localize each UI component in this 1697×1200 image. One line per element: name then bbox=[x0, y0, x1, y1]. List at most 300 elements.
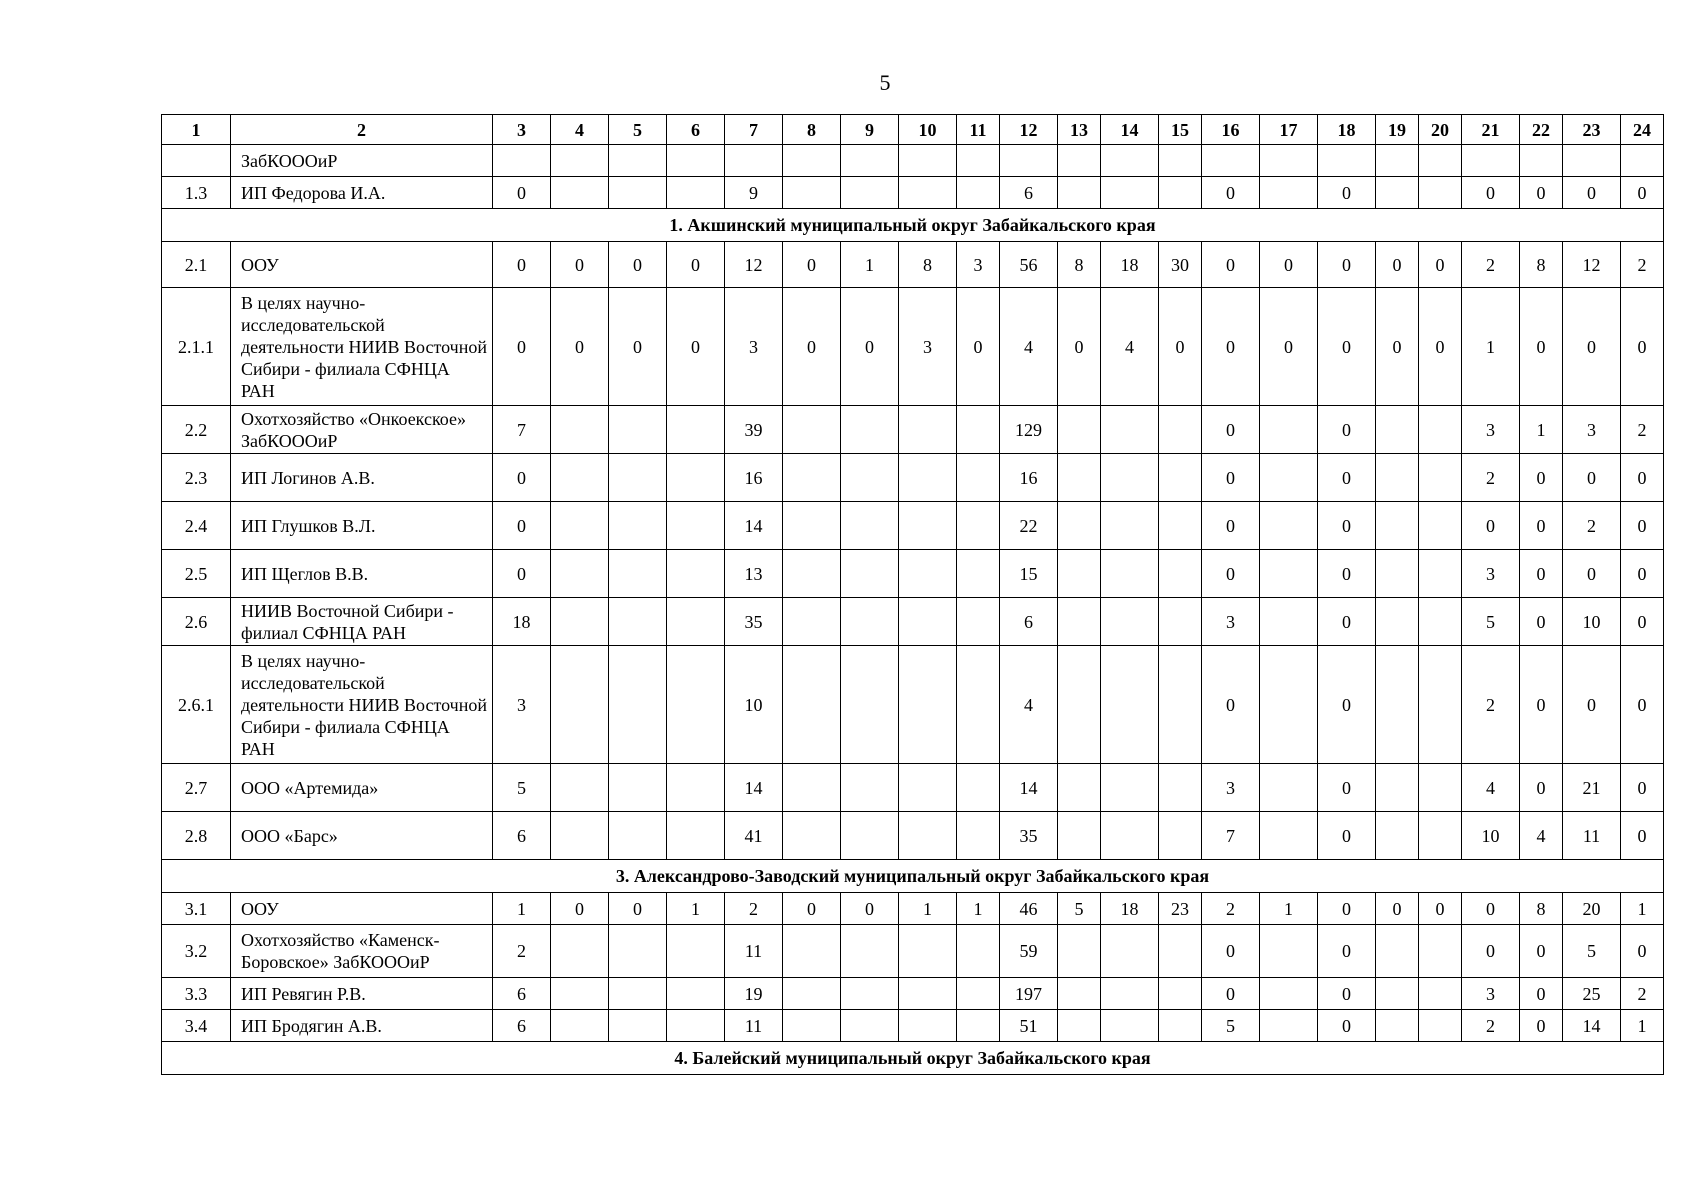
table-cell: 12 bbox=[1563, 242, 1621, 288]
table-row bbox=[162, 646, 1664, 764]
table-cell: 41 bbox=[725, 812, 783, 860]
table-cell: 1 bbox=[899, 893, 957, 925]
table-cell: 5 bbox=[1058, 893, 1101, 925]
table-cell bbox=[1260, 177, 1318, 209]
table-cell bbox=[551, 925, 609, 978]
table-row bbox=[162, 406, 1664, 454]
table-cell: 0 bbox=[1419, 288, 1462, 406]
table-cell: 2 bbox=[1462, 646, 1520, 764]
table-cell bbox=[1058, 145, 1101, 177]
table-cell bbox=[899, 406, 957, 454]
table-cell: 0 bbox=[1621, 550, 1664, 598]
table-cell: 0 bbox=[1260, 242, 1318, 288]
table-cell bbox=[841, 406, 899, 454]
table-cell bbox=[1419, 502, 1462, 550]
table-cell: 3 bbox=[1563, 406, 1621, 454]
column-header: 4 bbox=[551, 115, 609, 145]
table-cell bbox=[841, 812, 899, 860]
table-cell: 13 bbox=[725, 550, 783, 598]
table-cell bbox=[1159, 406, 1202, 454]
table-cell bbox=[1260, 812, 1318, 860]
table-cell bbox=[1101, 177, 1159, 209]
table-row bbox=[162, 812, 1664, 860]
table-cell: 3 bbox=[493, 646, 551, 764]
table-cell bbox=[1159, 145, 1202, 177]
column-header: 21 bbox=[1462, 115, 1520, 145]
table-cell bbox=[551, 550, 609, 598]
table-cell bbox=[841, 646, 899, 764]
table-cell bbox=[957, 598, 1000, 646]
table-cell bbox=[609, 177, 667, 209]
table-cell: 0 bbox=[1520, 646, 1563, 764]
row-number bbox=[162, 145, 231, 177]
table-cell bbox=[551, 764, 609, 812]
table-cell bbox=[1058, 812, 1101, 860]
table-cell bbox=[1376, 978, 1419, 1010]
table-cell bbox=[783, 925, 841, 978]
table-cell bbox=[1058, 978, 1101, 1010]
table-cell: 1 bbox=[1621, 893, 1664, 925]
table-cell: 10 bbox=[725, 646, 783, 764]
table-cell bbox=[1058, 598, 1101, 646]
table-cell: 1 bbox=[957, 893, 1000, 925]
column-header: 17 bbox=[1260, 115, 1318, 145]
table-cell: 5 bbox=[1563, 925, 1621, 978]
table-cell bbox=[783, 177, 841, 209]
table-cell: 3 bbox=[1202, 598, 1260, 646]
table-cell bbox=[1260, 145, 1318, 177]
table-cell: 14 bbox=[725, 764, 783, 812]
column-header: 10 bbox=[899, 115, 957, 145]
table-cell bbox=[899, 454, 957, 502]
row-number: 2.8 bbox=[162, 812, 231, 860]
table-cell bbox=[667, 764, 725, 812]
table-cell: 21 bbox=[1563, 764, 1621, 812]
table-cell: 0 bbox=[1318, 242, 1376, 288]
table-row bbox=[162, 893, 1664, 925]
column-header: 16 bbox=[1202, 115, 1260, 145]
table-cell bbox=[841, 145, 899, 177]
table-cell: 197 bbox=[1000, 978, 1058, 1010]
table-cell: 0 bbox=[1520, 598, 1563, 646]
table-cell bbox=[609, 1010, 667, 1042]
table-cell bbox=[1058, 646, 1101, 764]
page-number: 5 bbox=[879, 70, 891, 95]
table-cell: 10 bbox=[1462, 812, 1520, 860]
table-cell: 2 bbox=[1621, 978, 1664, 1010]
table-row bbox=[162, 978, 1664, 1010]
table-cell: 6 bbox=[493, 978, 551, 1010]
row-number: 2.5 bbox=[162, 550, 231, 598]
table-cell bbox=[1621, 145, 1664, 177]
table-cell bbox=[1376, 764, 1419, 812]
table-cell: 2 bbox=[725, 893, 783, 925]
table-cell bbox=[1159, 502, 1202, 550]
column-header: 3 bbox=[493, 115, 551, 145]
table-cell bbox=[1260, 550, 1318, 598]
table-cell: 0 bbox=[1202, 550, 1260, 598]
table-cell: 3 bbox=[1462, 406, 1520, 454]
table-cell: 2 bbox=[1202, 893, 1260, 925]
table-cell bbox=[667, 812, 725, 860]
table-cell: 0 bbox=[493, 550, 551, 598]
table-cell bbox=[609, 502, 667, 550]
table-cell: 0 bbox=[1419, 242, 1462, 288]
table-cell bbox=[551, 646, 609, 764]
table-cell: 0 bbox=[1621, 454, 1664, 502]
table-cell bbox=[957, 502, 1000, 550]
table-cell: 0 bbox=[1621, 812, 1664, 860]
table-cell: 0 bbox=[841, 288, 899, 406]
table-cell: 0 bbox=[1318, 550, 1376, 598]
table-cell: 0 bbox=[1318, 406, 1376, 454]
table-cell bbox=[841, 454, 899, 502]
table-cell bbox=[1101, 646, 1159, 764]
table-cell bbox=[899, 764, 957, 812]
table-cell bbox=[1159, 1010, 1202, 1042]
table-cell: 59 bbox=[1000, 925, 1058, 978]
table-row bbox=[162, 288, 1664, 406]
column-header: 8 bbox=[783, 115, 841, 145]
table-cell: 0 bbox=[1621, 177, 1664, 209]
table-cell bbox=[957, 550, 1000, 598]
table-cell bbox=[609, 598, 667, 646]
table-cell: 10 bbox=[1563, 598, 1621, 646]
table-cell: 0 bbox=[1520, 925, 1563, 978]
table-row bbox=[162, 764, 1664, 812]
table-cell bbox=[551, 598, 609, 646]
table-cell bbox=[1058, 764, 1101, 812]
table-cell bbox=[667, 598, 725, 646]
table-cell: 0 bbox=[1621, 764, 1664, 812]
table-cell bbox=[1159, 978, 1202, 1010]
table-cell bbox=[957, 145, 1000, 177]
table-cell: 2 bbox=[493, 925, 551, 978]
table-cell bbox=[1376, 598, 1419, 646]
table-cell: 3 bbox=[899, 288, 957, 406]
table-cell: 51 bbox=[1000, 1010, 1058, 1042]
table-cell: 0 bbox=[1202, 925, 1260, 978]
table-cell: 20 bbox=[1563, 893, 1621, 925]
table-cell: 0 bbox=[1202, 502, 1260, 550]
table-cell bbox=[493, 145, 551, 177]
table-cell: 0 bbox=[493, 242, 551, 288]
table-cell: 2 bbox=[1462, 242, 1520, 288]
table-cell: 1 bbox=[1462, 288, 1520, 406]
row-name: ИП Щеглов В.В. bbox=[231, 550, 493, 598]
table-cell bbox=[899, 646, 957, 764]
table-cell bbox=[1159, 454, 1202, 502]
section-title: 4. Балейский муниципальный округ Забайкальского края bbox=[162, 1042, 1664, 1075]
table-cell: 12 bbox=[725, 242, 783, 288]
table-cell bbox=[667, 454, 725, 502]
table-cell bbox=[783, 978, 841, 1010]
table-cell bbox=[667, 406, 725, 454]
table-cell bbox=[667, 1010, 725, 1042]
table-cell: 0 bbox=[1462, 893, 1520, 925]
table-cell bbox=[1376, 502, 1419, 550]
table-cell bbox=[1419, 177, 1462, 209]
row-name: ИП Глушков В.Л. bbox=[231, 502, 493, 550]
table-cell: 18 bbox=[1101, 893, 1159, 925]
table-cell bbox=[1376, 145, 1419, 177]
table-cell bbox=[1376, 406, 1419, 454]
column-header: 7 bbox=[725, 115, 783, 145]
section-title: 1. Акшинский муниципальный округ Забайкальского края bbox=[162, 209, 1664, 242]
table-cell bbox=[1101, 1010, 1159, 1042]
table-cell bbox=[1376, 454, 1419, 502]
section-row bbox=[162, 860, 1664, 893]
row-name: ООУ bbox=[231, 893, 493, 925]
table-cell bbox=[1058, 454, 1101, 502]
table-cell bbox=[1159, 646, 1202, 764]
row-number: 2.6.1 bbox=[162, 646, 231, 764]
table-row bbox=[162, 145, 1664, 177]
table-cell bbox=[783, 502, 841, 550]
table-cell bbox=[551, 454, 609, 502]
row-number: 2.1 bbox=[162, 242, 231, 288]
table-cell: 46 bbox=[1000, 893, 1058, 925]
table-cell: 0 bbox=[957, 288, 1000, 406]
table-cell: 0 bbox=[1260, 288, 1318, 406]
table-cell: 4 bbox=[1000, 646, 1058, 764]
table-cell: 0 bbox=[609, 242, 667, 288]
row-name: ООО «Артемида» bbox=[231, 764, 493, 812]
row-number: 2.3 bbox=[162, 454, 231, 502]
table-cell: 0 bbox=[1318, 598, 1376, 646]
table-cell: 16 bbox=[725, 454, 783, 502]
table-cell: 1 bbox=[1621, 1010, 1664, 1042]
table-cell bbox=[841, 177, 899, 209]
table-cell bbox=[1376, 925, 1419, 978]
table-cell: 19 bbox=[725, 978, 783, 1010]
table-cell bbox=[1159, 812, 1202, 860]
table-body bbox=[162, 145, 1664, 1075]
table-cell bbox=[783, 406, 841, 454]
table-cell bbox=[725, 145, 783, 177]
table-cell bbox=[551, 406, 609, 454]
column-header: 6 bbox=[667, 115, 725, 145]
table-cell: 18 bbox=[1101, 242, 1159, 288]
table-cell bbox=[1260, 454, 1318, 502]
table-cell bbox=[1376, 550, 1419, 598]
row-name: Охотхозяйство «Каменск-Боровское» ЗабКОООиР bbox=[231, 925, 493, 978]
row-name: В целях научно-исследовательской деятельности НИИВ Восточной Сибири - филиала СФНЦА РАН bbox=[231, 646, 493, 764]
column-header: 20 bbox=[1419, 115, 1462, 145]
table-cell: 3 bbox=[957, 242, 1000, 288]
table-cell bbox=[1260, 406, 1318, 454]
table-cell bbox=[841, 925, 899, 978]
table-cell: 0 bbox=[1520, 978, 1563, 1010]
table-cell bbox=[783, 812, 841, 860]
table-cell: 0 bbox=[1318, 925, 1376, 978]
table-cell bbox=[551, 812, 609, 860]
table-cell: 0 bbox=[1318, 288, 1376, 406]
table-cell: 0 bbox=[1520, 502, 1563, 550]
table-cell bbox=[1058, 502, 1101, 550]
table-cell bbox=[1260, 646, 1318, 764]
table-cell: 4 bbox=[1101, 288, 1159, 406]
table-cell bbox=[1159, 177, 1202, 209]
table-row bbox=[162, 242, 1664, 288]
table-cell bbox=[1419, 454, 1462, 502]
section-row bbox=[162, 1042, 1664, 1075]
table-cell bbox=[1058, 406, 1101, 454]
table-cell: 0 bbox=[783, 288, 841, 406]
column-header: 18 bbox=[1318, 115, 1376, 145]
table-cell bbox=[1101, 812, 1159, 860]
table-cell bbox=[783, 454, 841, 502]
table-cell: 0 bbox=[1318, 1010, 1376, 1042]
table-cell bbox=[1101, 764, 1159, 812]
table-cell: 8 bbox=[1058, 242, 1101, 288]
table-cell bbox=[1159, 925, 1202, 978]
table-cell bbox=[609, 764, 667, 812]
table-cell bbox=[899, 812, 957, 860]
table-cell: 18 bbox=[493, 598, 551, 646]
table-cell bbox=[841, 502, 899, 550]
table-cell: 2 bbox=[1462, 1010, 1520, 1042]
table-cell: 5 bbox=[1462, 598, 1520, 646]
table-cell: 0 bbox=[783, 242, 841, 288]
table-cell: 0 bbox=[1520, 550, 1563, 598]
row-number: 3.4 bbox=[162, 1010, 231, 1042]
table-cell: 11 bbox=[725, 1010, 783, 1042]
table-cell bbox=[957, 177, 1000, 209]
table-cell: 0 bbox=[609, 288, 667, 406]
table-cell bbox=[1419, 764, 1462, 812]
column-header: 12 bbox=[1000, 115, 1058, 145]
table-cell bbox=[1376, 812, 1419, 860]
column-header: 14 bbox=[1101, 115, 1159, 145]
table-cell: 0 bbox=[1563, 177, 1621, 209]
table-cell: 0 bbox=[1419, 893, 1462, 925]
table-cell: 6 bbox=[493, 1010, 551, 1042]
table-cell bbox=[1101, 502, 1159, 550]
table-cell bbox=[551, 1010, 609, 1042]
table-row bbox=[162, 177, 1664, 209]
table-cell bbox=[957, 812, 1000, 860]
table-cell: 14 bbox=[1000, 764, 1058, 812]
table-cell: 3 bbox=[1202, 764, 1260, 812]
table-cell bbox=[609, 145, 667, 177]
table-cell bbox=[841, 978, 899, 1010]
table-cell: 2 bbox=[1462, 454, 1520, 502]
table-cell bbox=[609, 550, 667, 598]
table-cell: 2 bbox=[1621, 406, 1664, 454]
table-cell: 11 bbox=[1563, 812, 1621, 860]
table-cell bbox=[551, 145, 609, 177]
table-cell bbox=[1318, 145, 1376, 177]
table-cell: 0 bbox=[1563, 550, 1621, 598]
table-cell: 22 bbox=[1000, 502, 1058, 550]
table-cell: 0 bbox=[1376, 242, 1419, 288]
table-cell: 39 bbox=[725, 406, 783, 454]
table-cell: 0 bbox=[1462, 177, 1520, 209]
column-header: 11 bbox=[957, 115, 1000, 145]
table-cell bbox=[899, 502, 957, 550]
table-cell: 25 bbox=[1563, 978, 1621, 1010]
table-cell bbox=[667, 978, 725, 1010]
row-name: ИП Федорова И.А. bbox=[231, 177, 493, 209]
table-cell: 1 bbox=[667, 893, 725, 925]
table-row bbox=[162, 598, 1664, 646]
table-cell: 0 bbox=[1318, 978, 1376, 1010]
table-cell bbox=[899, 1010, 957, 1042]
table-cell: 6 bbox=[1000, 598, 1058, 646]
row-name: ИП Бродягин А.В. bbox=[231, 1010, 493, 1042]
table-cell: 0 bbox=[493, 288, 551, 406]
table-cell: 0 bbox=[1318, 893, 1376, 925]
row-number: 2.2 bbox=[162, 406, 231, 454]
table-cell bbox=[1419, 978, 1462, 1010]
table-cell: 7 bbox=[493, 406, 551, 454]
table-cell: 0 bbox=[1621, 598, 1664, 646]
table-cell bbox=[609, 406, 667, 454]
table-cell: 3 bbox=[1462, 550, 1520, 598]
row-name: ООО «Барс» bbox=[231, 812, 493, 860]
table-cell bbox=[1101, 550, 1159, 598]
table-cell: 0 bbox=[1563, 646, 1621, 764]
table-cell: 0 bbox=[1318, 177, 1376, 209]
table-cell: 0 bbox=[1202, 242, 1260, 288]
table-cell bbox=[1260, 598, 1318, 646]
table-cell bbox=[667, 550, 725, 598]
table-cell: 0 bbox=[1202, 454, 1260, 502]
row-number: 1.3 bbox=[162, 177, 231, 209]
table-cell bbox=[1419, 145, 1462, 177]
table-cell: 0 bbox=[1318, 764, 1376, 812]
table-cell: 6 bbox=[1000, 177, 1058, 209]
table-cell: 0 bbox=[1159, 288, 1202, 406]
row-name: ИП Логинов А.В. bbox=[231, 454, 493, 502]
table-cell bbox=[841, 598, 899, 646]
table-cell bbox=[841, 764, 899, 812]
column-header: 2 bbox=[231, 115, 493, 145]
table-cell bbox=[667, 145, 725, 177]
table-cell: 0 bbox=[493, 177, 551, 209]
table-cell: 0 bbox=[493, 502, 551, 550]
table-cell: 0 bbox=[551, 893, 609, 925]
row-name: В целях научно-исследовательской деятельности НИИВ Восточной Сибири - филиала СФНЦА РАН bbox=[231, 288, 493, 406]
row-name: ЗабКОООиР bbox=[231, 145, 493, 177]
table-cell: 0 bbox=[1318, 646, 1376, 764]
table-cell bbox=[1376, 177, 1419, 209]
table-cell bbox=[609, 925, 667, 978]
table-cell: 0 bbox=[609, 893, 667, 925]
table-cell: 0 bbox=[667, 288, 725, 406]
table-cell: 0 bbox=[1563, 454, 1621, 502]
table-cell bbox=[783, 598, 841, 646]
table-cell: 0 bbox=[1318, 502, 1376, 550]
table-cell bbox=[667, 646, 725, 764]
table-cell: 0 bbox=[1202, 406, 1260, 454]
table-cell bbox=[957, 1010, 1000, 1042]
section-title: 3. Александрово-Заводский муниципальный округ Забайкальского края bbox=[162, 860, 1664, 893]
table-cell bbox=[957, 978, 1000, 1010]
table-cell bbox=[957, 646, 1000, 764]
table-cell: 14 bbox=[1563, 1010, 1621, 1042]
table-cell: 0 bbox=[551, 242, 609, 288]
table-cell bbox=[1419, 925, 1462, 978]
table-cell bbox=[1101, 145, 1159, 177]
row-number: 2.4 bbox=[162, 502, 231, 550]
table-cell bbox=[1376, 1010, 1419, 1042]
table-cell: 1 bbox=[1260, 893, 1318, 925]
table-cell: 11 bbox=[725, 925, 783, 978]
table-cell: 129 bbox=[1000, 406, 1058, 454]
table-cell: 56 bbox=[1000, 242, 1058, 288]
